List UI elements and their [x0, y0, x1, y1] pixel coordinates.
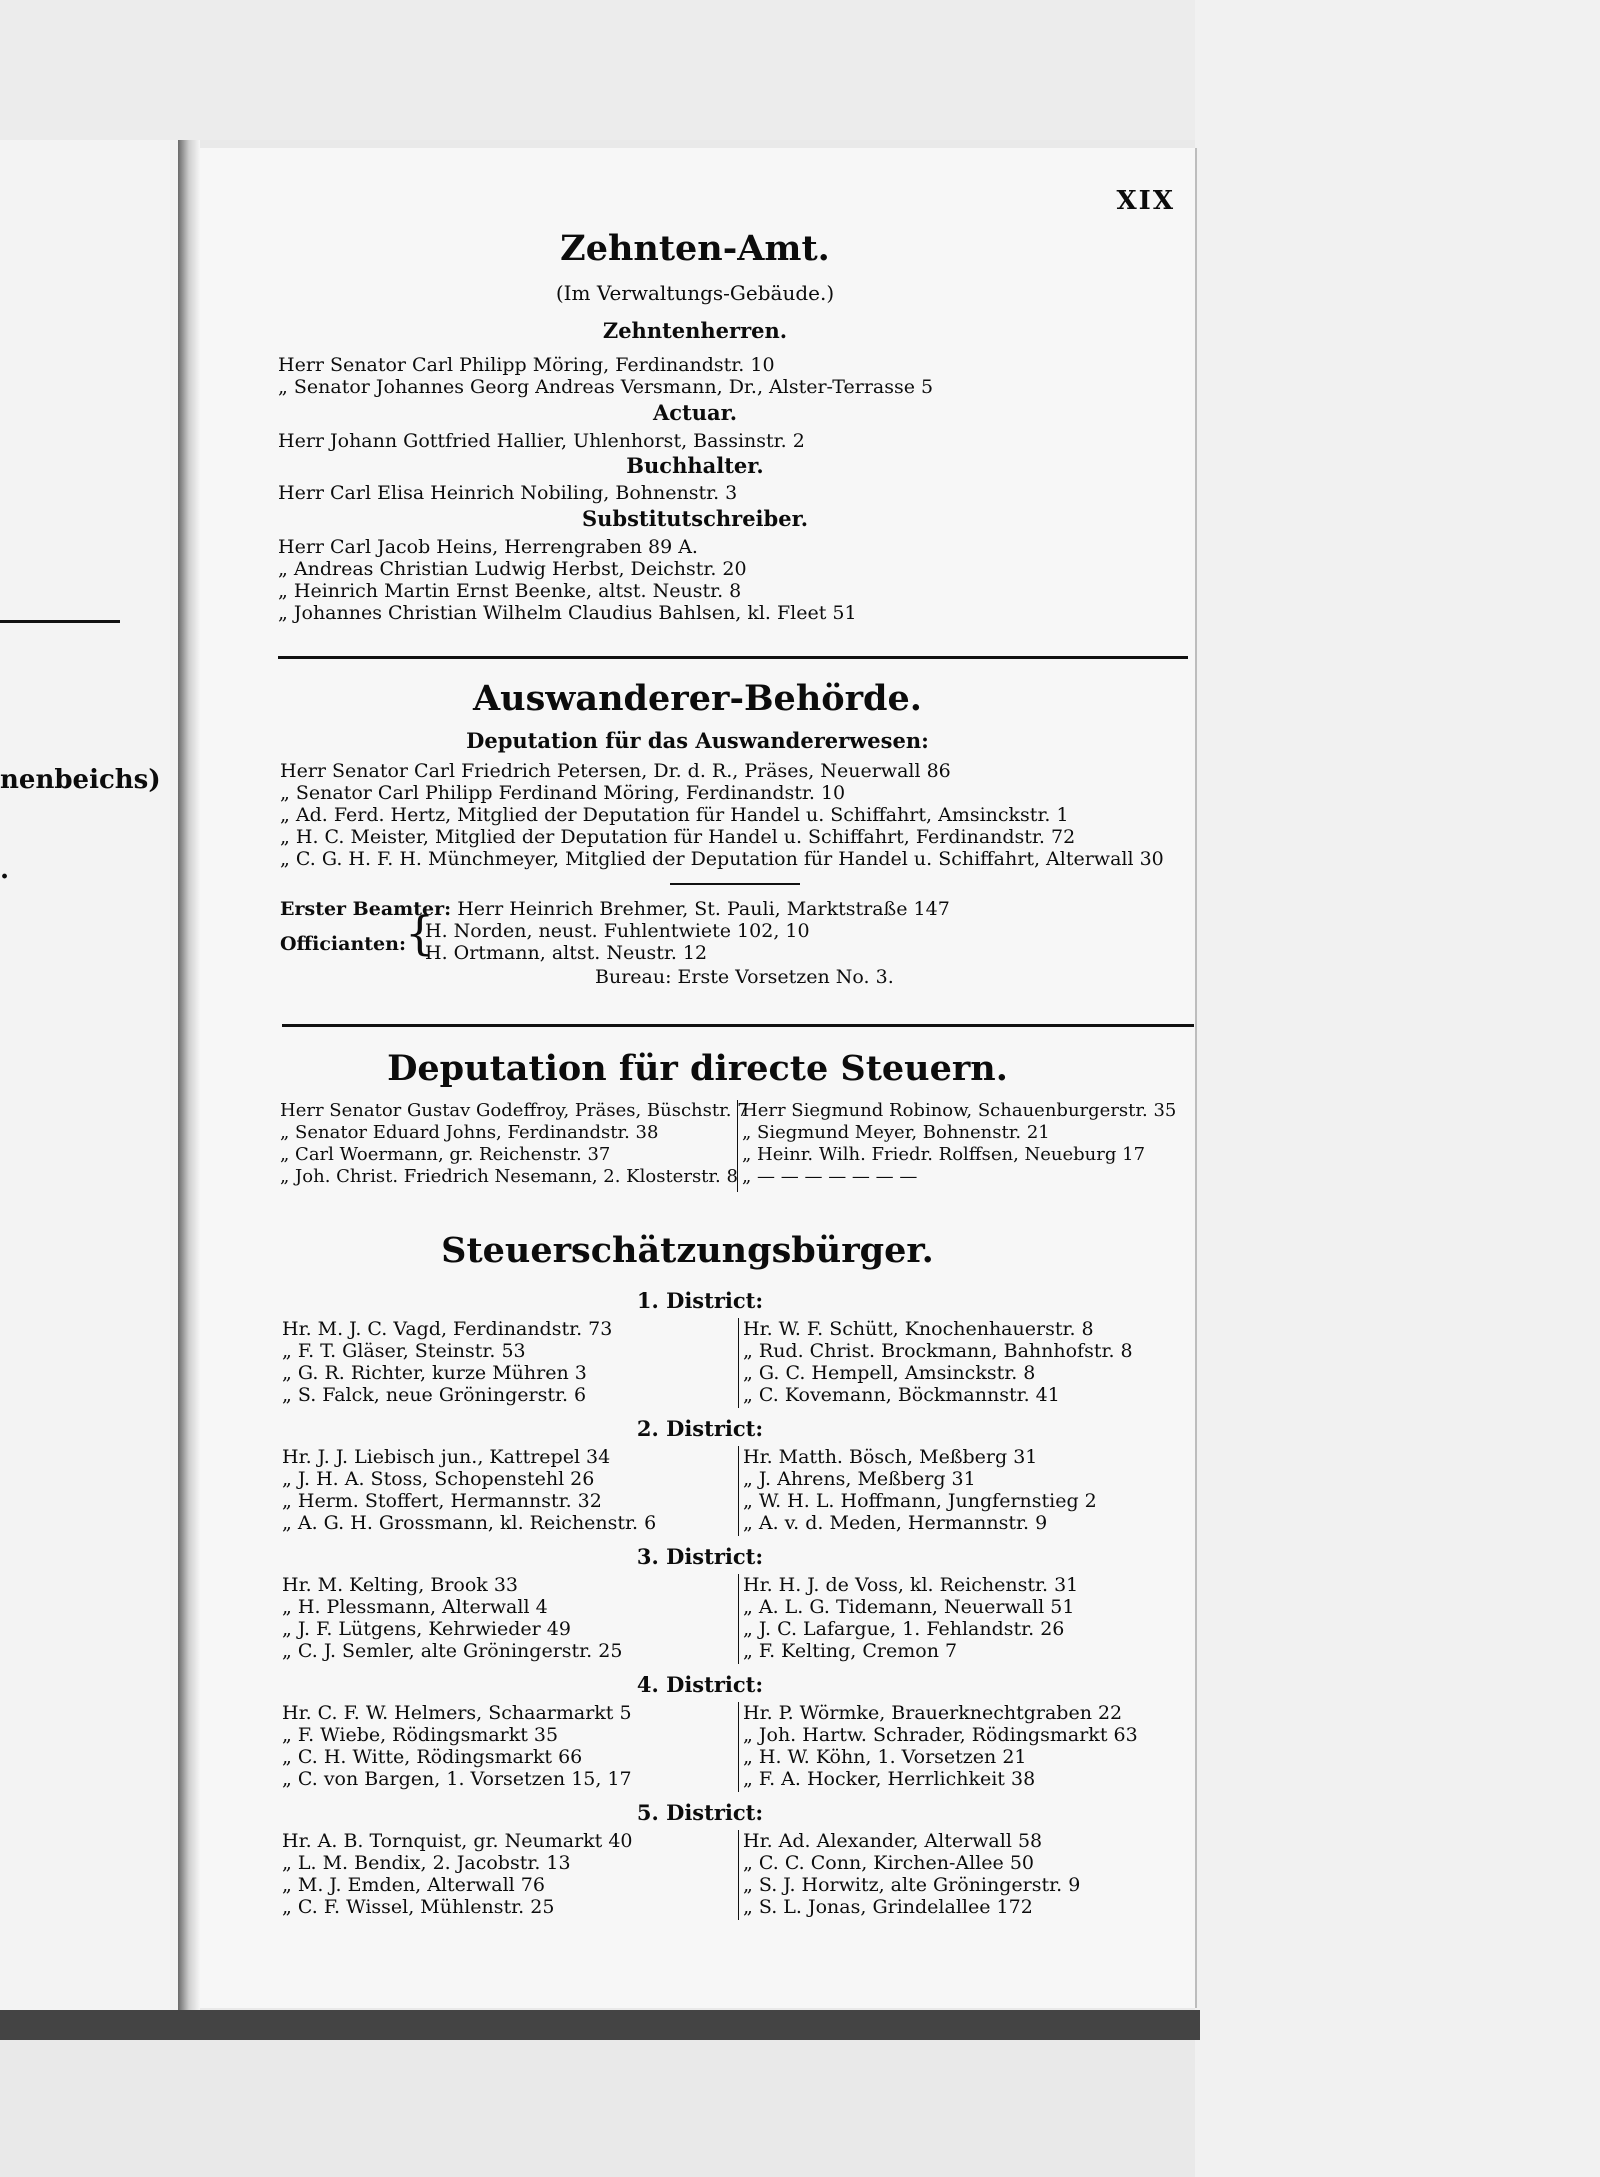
auswanderer-short-rule [670, 883, 800, 885]
officianten-brace-icon: { [405, 906, 435, 960]
zehnten-heading-herren: Zehntenherren. [602, 318, 788, 343]
zehnten-line-2: „ Senator Johannes Georg Andreas Versmann, Dr., Alster-Terrasse 5 [278, 376, 934, 398]
district-4-divider [738, 1702, 739, 1792]
zehnten-line-3: Herr Johann Gottfried Hallier, Uhlenhorst, Bassinstr. 2 [278, 430, 805, 452]
auswanderer-line-5: „ C. G. H. F. H. Münchmeyer, Mitglied der Deputation für Handel u. Schiffahrt, Alterwall 30 [280, 848, 1164, 870]
officianten-line-1: H. Norden, neust. Fuhlentwiete 102, 10 [425, 920, 810, 942]
left-page-rule [0, 620, 120, 623]
district-1-heading: 1. District: [636, 1288, 764, 1313]
district-1-right-4: „ C. Kovemann, Böckmannstr. 41 [743, 1384, 1060, 1406]
auswanderer-line-3: „ Ad. Ferd. Hertz, Mitglied der Deputation für Handel u. Schiffahrt, Amsinckstr. 1 [280, 804, 1069, 826]
zehnten-line-4: Herr Carl Elisa Heinrich Nobiling, Bohnenstr. 3 [278, 482, 738, 504]
district-5-right-1: Hr. Ad. Alexander, Alterwall 58 [743, 1830, 1043, 1852]
district-5-right-2: „ C. C. Conn, Kirchen-Allee 50 [743, 1852, 1035, 1874]
steuern-left-4: „ Joh. Christ. Friedrich Nesemann, 2. Klosterstr. 8 [280, 1166, 738, 1187]
officianten-label: Officianten: [280, 933, 406, 955]
left-page-fragment [0, 140, 187, 2030]
auswanderer-line-2: „ Senator Carl Philipp Ferdinand Möring, Ferdinandstr. 10 [280, 782, 846, 804]
steuern-right-1: Herr Siegmund Robinow, Schauenburgerstr. 35 [742, 1100, 1177, 1121]
steuern-left-2: „ Senator Eduard Johns, Ferdinandstr. 38 [280, 1122, 659, 1143]
scan-background-right [1195, 0, 1600, 2177]
district-5-right-4: „ S. L. Jonas, Grindelallee 172 [743, 1896, 1033, 1918]
district-3-right-1: Hr. H. J. de Voss, kl. Reichenstr. 31 [743, 1574, 1079, 1596]
page-bottom-shadow [0, 2010, 1200, 2040]
district-3-right-3: „ J. C. Lafargue, 1. Fehlandstr. 26 [743, 1618, 1065, 1640]
district-4-right-2: „ Joh. Hartw. Schrader, Rödingsmarkt 63 [743, 1724, 1138, 1746]
steuern-column-divider [737, 1100, 738, 1192]
district-4-left-3: „ C. H. Witte, Rödingsmarkt 66 [282, 1746, 583, 1768]
zehnten-heading-buchhalter: Buchhalter. [626, 453, 764, 478]
zehnten-subtitle: (Im Verwaltungs-Gebäude.) [555, 281, 835, 305]
steuern-right-4: „ — — — — — — — [742, 1166, 918, 1187]
zehnten-line-8: „ Johannes Christian Wilhelm Claudius Bahlsen, kl. Fleet 51 [278, 602, 857, 624]
zehnten-line-7: „ Heinrich Martin Ernst Beenke, altst. Neustr. 8 [278, 580, 742, 602]
district-3-left-3: „ J. F. Lütgens, Kehrwieder 49 [282, 1618, 571, 1640]
left-page-text-1: nenbeichs) [0, 765, 161, 795]
auswanderer-bureau: Bureau: Erste Vorsetzen No. 3. [595, 966, 894, 988]
district-4-right-4: „ F. A. Hocker, Herrlichkeit 38 [743, 1768, 1036, 1790]
district-1-divider [738, 1318, 739, 1408]
district-4-right-1: Hr. P. Wörmke, Brauerknechtgraben 22 [743, 1702, 1123, 1724]
schaetz-title: Steuerschätzungsbürger. [441, 1230, 934, 1271]
auswanderer-line-4: „ H. C. Meister, Mitglied der Deputation für Handel u. Schiffahrt, Ferdinandstr. 72 [280, 826, 1076, 848]
district-2-left-2: „ J. H. A. Stoss, Schopenstehl 26 [282, 1468, 595, 1490]
district-3-right-4: „ F. Kelting, Cremon 7 [743, 1640, 958, 1662]
zehnten-line-1: Herr Senator Carl Philipp Möring, Ferdinandstr. 10 [278, 354, 775, 376]
zehnten-title: Zehnten-Amt. [560, 228, 830, 269]
district-2-right-3: „ W. H. L. Hoffmann, Jungfernstieg 2 [743, 1490, 1097, 1512]
district-5-right-3: „ S. J. Horwitz, alte Gröningerstr. 9 [743, 1874, 1081, 1896]
section-rule-2 [282, 1024, 1194, 1027]
auswanderer-line-1: Herr Senator Carl Friedrich Petersen, Dr. d. R., Präses, Neuerwall 86 [280, 760, 951, 782]
district-4-left-4: „ C. von Bargen, 1. Vorsetzen 15, 17 [282, 1768, 632, 1790]
district-5-left-4: „ C. F. Wissel, Mühlenstr. 25 [282, 1896, 555, 1918]
district-3-right-2: „ A. L. G. Tidemann, Neuerwall 51 [743, 1596, 1075, 1618]
district-3-left-4: „ C. J. Semler, alte Gröningerstr. 25 [282, 1640, 623, 1662]
erster-beamter-value: Herr Heinrich Brehmer, St. Pauli, Marktstraße 147 [457, 898, 950, 920]
district-2-left-4: „ A. G. H. Grossmann, kl. Reichenstr. 6 [282, 1512, 657, 1534]
section-rule-1 [278, 656, 1188, 659]
zehnten-heading-actuar: Actuar. [652, 400, 738, 425]
district-2-left-3: „ Herm. Stoffert, Hermannstr. 32 [282, 1490, 602, 1512]
auswanderer-heading: Deputation für das Auswandererwesen: [466, 728, 929, 753]
district-1-left-2: „ F. T. Gläser, Steinstr. 53 [282, 1340, 526, 1362]
district-5-heading: 5. District: [636, 1800, 764, 1825]
officianten-line-2: H. Ortmann, altst. Neustr. 12 [425, 942, 708, 964]
district-3-left-1: Hr. M. Kelting, Brook 33 [282, 1574, 519, 1596]
district-2-right-4: „ A. v. d. Meden, Hermannstr. 9 [743, 1512, 1048, 1534]
district-1-left-1: Hr. M. J. C. Vagd, Ferdinandstr. 73 [282, 1318, 613, 1340]
district-4-right-3: „ H. W. Köhn, 1. Vorsetzen 21 [743, 1746, 1027, 1768]
district-1-left-3: „ G. R. Richter, kurze Mühren 3 [282, 1362, 587, 1384]
district-4-left-2: „ F. Wiebe, Rödingsmarkt 35 [282, 1724, 559, 1746]
district-4-heading: 4. District: [636, 1672, 764, 1697]
steuern-title: Deputation für directe Steuern. [387, 1048, 1008, 1089]
district-2-left-1: Hr. J. J. Liebisch jun., Kattrepel 34 [282, 1446, 611, 1468]
page-number: XIX [1116, 186, 1175, 216]
district-5-left-2: „ L. M. Bendix, 2. Jacobstr. 13 [282, 1852, 571, 1874]
steuern-right-3: „ Heinr. Wilh. Friedr. Rolffsen, Neueburg 17 [742, 1144, 1146, 1165]
auswanderer-title: Auswanderer-Behörde. [473, 678, 922, 719]
steuern-left-3: „ Carl Woermann, gr. Reichenstr. 37 [280, 1144, 611, 1165]
district-2-right-2: „ J. Ahrens, Meßberg 31 [743, 1468, 976, 1490]
district-3-left-2: „ H. Plessmann, Alterwall 4 [282, 1596, 548, 1618]
district-2-divider [738, 1446, 739, 1536]
erster-beamter-label: Erster Beamter: [280, 898, 452, 920]
left-page-text-2: . [0, 855, 10, 885]
district-5-divider [738, 1830, 739, 1920]
document-page [200, 148, 1195, 2008]
district-1-right-2: „ Rud. Christ. Brockmann, Bahnhofstr. 8 [743, 1340, 1133, 1362]
district-3-divider [738, 1574, 739, 1664]
zehnten-heading-substitut: Substitutschreiber. [581, 506, 809, 531]
zehnten-line-6: „ Andreas Christian Ludwig Herbst, Deichstr. 20 [278, 558, 747, 580]
district-1-right-1: Hr. W. F. Schütt, Knochenhauerstr. 8 [743, 1318, 1094, 1340]
steuern-left-1: Herr Senator Gustav Godeffroy, Präses, Büschstr. 7 [280, 1100, 749, 1121]
district-4-left-1: Hr. C. F. W. Helmers, Schaarmarkt 5 [282, 1702, 632, 1724]
district-1-left-4: „ S. Falck, neue Gröningerstr. 6 [282, 1384, 587, 1406]
district-5-left-1: Hr. A. B. Tornquist, gr. Neumarkt 40 [282, 1830, 633, 1852]
district-1-right-3: „ G. C. Hempell, Amsinckstr. 8 [743, 1362, 1036, 1384]
district-2-right-1: Hr. Matth. Bösch, Meßberg 31 [743, 1446, 1038, 1468]
district-2-heading: 2. District: [636, 1416, 764, 1441]
erster-beamter-line [280, 898, 950, 920]
steuern-right-2: „ Siegmund Meyer, Bohnenstr. 21 [742, 1122, 1050, 1143]
district-3-heading: 3. District: [636, 1544, 764, 1569]
district-5-left-3: „ M. J. Emden, Alterwall 76 [282, 1874, 545, 1896]
book-spine [178, 140, 200, 2030]
zehnten-line-5: Herr Carl Jacob Heins, Herrengraben 89 A. [278, 536, 698, 558]
